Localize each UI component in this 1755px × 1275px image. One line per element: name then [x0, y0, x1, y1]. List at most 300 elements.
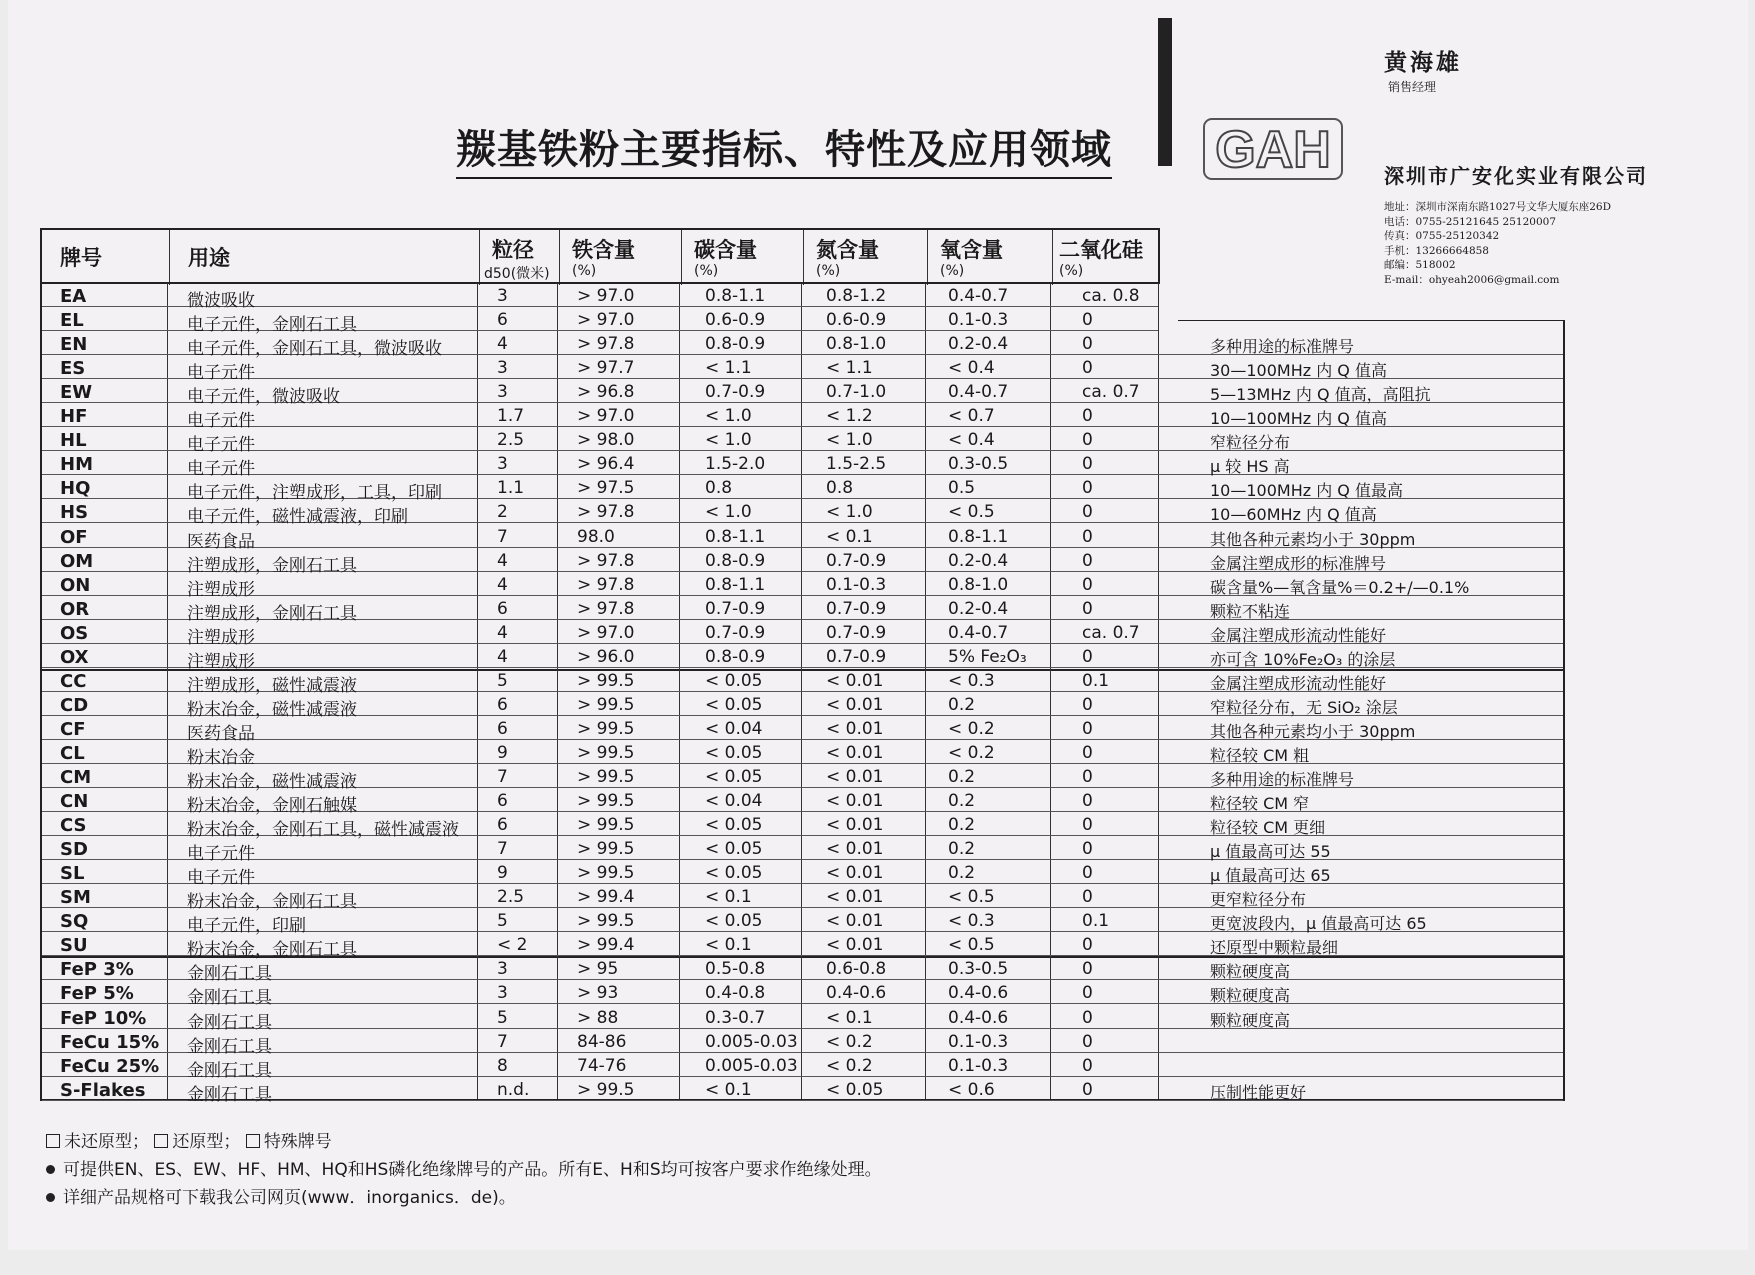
- header-si-label: 二氧化硅: [1059, 238, 1143, 262]
- checkbox-icon: [246, 1134, 260, 1148]
- cell-use: 电子元件，注塑成形，工具，印刷: [187, 483, 442, 504]
- header-n-unit: (%): [816, 263, 841, 279]
- cell-size: < 2: [497, 935, 528, 956]
- cell-c: 0.8-0.9: [705, 334, 766, 355]
- table-row: [42, 692, 1563, 720]
- cell-o: 0.2: [948, 767, 976, 787]
- cell-c: 0.005-0.03: [705, 1055, 798, 1076]
- contact-role: 销售经理: [1388, 80, 1437, 94]
- cell-o: 0.4-0.6: [948, 1007, 1009, 1028]
- fax: 传真：0755-25120342: [1384, 230, 1500, 242]
- cell-use: 医药食品: [187, 531, 255, 552]
- cell-use: 金刚石工具: [187, 1036, 272, 1057]
- cell-si: 0: [1082, 959, 1093, 980]
- cell-remark: 金属注塑成形的标准牌号: [1210, 553, 1387, 573]
- cell-size: 6: [497, 815, 508, 836]
- cell-code: SD: [60, 839, 88, 861]
- table-row: [42, 548, 1563, 576]
- cell-c: 0.8-1.1: [705, 286, 766, 306]
- cell-remark: 碳含量%—氧含量%＝0.2+/—0.1%: [1210, 577, 1470, 597]
- table-row: [42, 475, 1563, 504]
- table-row: [42, 1005, 1563, 1033]
- cell-code: SL: [60, 863, 85, 885]
- cell-code: OR: [60, 598, 90, 620]
- cell-fe: > 88: [577, 1007, 619, 1028]
- cell-o: 0.8-1.1: [948, 526, 1009, 547]
- cell-o: 0.2-0.4: [948, 598, 1009, 619]
- cell-o: 0.2-0.4: [948, 550, 1009, 571]
- cell-n: 1.5-2.5: [826, 454, 887, 475]
- table-row: [42, 1053, 1563, 1081]
- cell-o: 0.4-0.7: [948, 622, 1009, 643]
- cell-use: 电子元件: [187, 363, 255, 384]
- header-c: [681, 230, 803, 285]
- cell-remark: 其他各种元素均小于 30ppm: [1210, 721, 1416, 741]
- cell-o: 0.2: [948, 839, 976, 860]
- cell-o: < 0.6: [948, 1079, 995, 1100]
- cell-code: FeP 3%: [60, 959, 134, 981]
- cell-fe: > 99.5: [577, 694, 635, 715]
- header-size-unit: d50(微米): [484, 266, 550, 282]
- cell-size: 4: [497, 574, 508, 595]
- cell-fe: > 96.0: [577, 646, 635, 667]
- cell-size: 5: [497, 1007, 508, 1028]
- cell-size: 8: [497, 1055, 508, 1076]
- cell-code: ON: [60, 574, 91, 596]
- cell-code: CL: [60, 742, 85, 764]
- cell-si: 0: [1082, 718, 1093, 739]
- cell-n: < 0.01: [826, 791, 884, 812]
- company-name: 深圳市广安化实业有限公司: [1384, 164, 1648, 188]
- cell-c: 0.5-0.8: [705, 959, 766, 980]
- cell-c: < 0.05: [705, 742, 763, 763]
- email: E-mail：ohyeah2006@gmail.com: [1384, 273, 1560, 286]
- remark-column-top: [1178, 320, 1565, 321]
- cell-use: 注塑成形: [187, 579, 255, 600]
- cell-code: SM: [60, 887, 91, 909]
- address: 地址：深圳市深南东路1027号文华大厦东座26D: [1384, 201, 1612, 213]
- cell-c: < 1.1: [705, 358, 752, 379]
- cell-code: OS: [60, 622, 89, 644]
- cell-code: SQ: [60, 911, 89, 933]
- table-row: [42, 980, 1563, 1009]
- cell-size: 2: [497, 502, 508, 523]
- cell-code: S-Flakes: [60, 1079, 146, 1101]
- cell-n: 0.7-1.0: [826, 382, 887, 403]
- cell-fe: > 97.0: [577, 406, 635, 427]
- cell-size: 6: [497, 694, 508, 715]
- table-row: [42, 572, 1563, 600]
- cell-remark: μ 较 HS 高: [1210, 457, 1290, 477]
- cell-fe: > 97.0: [577, 310, 635, 331]
- contact-details: [1384, 200, 1611, 287]
- header-o: [927, 230, 1052, 285]
- cell-o: 0.2: [948, 863, 976, 884]
- cell-use: 粉末冶金，磁性减震液: [187, 772, 357, 792]
- cell-n: < 1.0: [826, 430, 873, 451]
- cell-c: 0.8-1.1: [705, 574, 766, 595]
- cell-use: 微波吸收: [187, 291, 255, 311]
- cell-c: < 1.0: [705, 502, 752, 523]
- cell-n: < 1.1: [826, 358, 873, 379]
- cell-use: 电子元件: [187, 435, 255, 456]
- cell-c: 0.7-0.9: [705, 622, 766, 643]
- cell-size: n.d.: [497, 1079, 530, 1100]
- cell-si: 0: [1082, 502, 1093, 523]
- cell-remark: 10—60MHz 内 Q 值高: [1210, 505, 1377, 525]
- cell-size: 4: [497, 550, 508, 571]
- cell-size: 5: [497, 670, 508, 691]
- cell-n: < 0.1: [826, 1007, 873, 1028]
- cell-remark: 更宽波段内，μ 值最高可达 65: [1210, 914, 1427, 934]
- cell-n: < 0.01: [826, 694, 884, 715]
- table-row: [42, 499, 1563, 528]
- table-row: [42, 740, 1563, 768]
- cell-code: EL: [60, 310, 84, 332]
- cell-o: < 0.3: [948, 670, 995, 691]
- cell-si: 0: [1082, 334, 1093, 355]
- header-c-label: 碳含量: [694, 238, 757, 262]
- table-row: [42, 1077, 1563, 1105]
- cell-code: CD: [60, 694, 89, 716]
- cell-code: FeCu 15%: [60, 1031, 160, 1053]
- cell-si: ca. 0.7: [1082, 622, 1140, 643]
- table-border-right: [1563, 320, 1565, 1101]
- cell-remark: 其他各种元素均小于 30ppm: [1210, 529, 1416, 549]
- cell-size: 1.1: [497, 478, 525, 499]
- phone: 电话：0755-25121645 25120007: [1384, 215, 1556, 228]
- cell-c: < 0.05: [705, 863, 763, 884]
- cell-remark: 多种用途的标准牌号: [1210, 770, 1355, 789]
- cell-n: 0.8-1.2: [826, 286, 887, 306]
- cell-si: 0: [1082, 694, 1093, 715]
- cell-remark: μ 值最高可达 65: [1210, 866, 1331, 886]
- bullet-icon: [46, 1165, 55, 1174]
- cell-si: 0: [1082, 742, 1093, 763]
- cell-code: HM: [60, 454, 93, 476]
- cell-o: < 0.3: [948, 911, 995, 932]
- header-si: [1052, 230, 1160, 285]
- cell-use: 医药食品: [187, 723, 255, 744]
- cell-remark: 更窄粒径分布: [1210, 890, 1307, 910]
- cell-n: < 1.2: [826, 406, 873, 427]
- cell-o: < 0.7: [948, 406, 995, 427]
- table-row: [42, 355, 1563, 384]
- cell-o: 0.1-0.3: [948, 1055, 1009, 1076]
- cell-c: 0.3-0.7: [705, 1007, 766, 1028]
- table-row: [42, 596, 1563, 624]
- cell-remark: 压制性能更好: [1210, 1082, 1307, 1102]
- cell-use: 金刚石工具: [187, 1060, 272, 1081]
- mobile: 手机：13266664858: [1384, 244, 1489, 257]
- cell-code: EA: [60, 286, 87, 307]
- cell-fe: > 99.5: [577, 863, 635, 884]
- cell-size: 3: [497, 358, 508, 379]
- cell-o: 0.2: [948, 694, 976, 715]
- header-use-label: 用途: [188, 246, 230, 270]
- cell-use: 粉末冶金，金刚石触媒: [187, 796, 357, 817]
- header-o-label: 氧含量: [940, 238, 1003, 262]
- table-row: [42, 427, 1563, 456]
- cell-c: < 0.1: [705, 1079, 752, 1100]
- cell-size: 9: [497, 742, 508, 763]
- cell-remark: 颗粒硬度高: [1210, 1010, 1291, 1030]
- cell-remark: 颗粒硬度高: [1210, 962, 1291, 982]
- table-row: [42, 716, 1563, 744]
- divider-bar: [1158, 18, 1172, 166]
- cell-size: 5: [497, 911, 508, 932]
- cell-code: EW: [60, 382, 93, 404]
- cell-fe: > 97.7: [577, 358, 635, 379]
- cell-c: < 0.1: [705, 935, 752, 956]
- cell-size: 4: [497, 334, 508, 355]
- cell-o: 0.2-0.4: [948, 334, 1009, 355]
- cell-o: < 0.2: [948, 742, 995, 763]
- cell-size: 4: [497, 622, 508, 643]
- cell-size: 2.5: [497, 887, 525, 908]
- cell-n: < 0.01: [826, 670, 884, 691]
- cell-n: 0.7-0.9: [826, 550, 887, 571]
- cell-use: 电子元件，印刷: [187, 916, 306, 937]
- cell-size: 6: [497, 718, 508, 739]
- cell-size: 3: [497, 959, 508, 980]
- table-row: [42, 283, 1158, 311]
- table-row: [42, 524, 1563, 552]
- cell-c: 0.7-0.9: [705, 598, 766, 619]
- header-n-label: 氮含量: [816, 238, 879, 262]
- cell-code: FeP 10%: [60, 1007, 147, 1029]
- table-row: [42, 644, 1563, 672]
- table-row: [42, 836, 1563, 865]
- header-code-label: 牌号: [60, 246, 102, 270]
- cell-si: 0: [1082, 1031, 1093, 1052]
- cell-remark: 亦可含 10%Fe₂O₃ 的涂层: [1210, 649, 1396, 669]
- cell-n: 0.7-0.9: [826, 622, 887, 643]
- cell-code: HF: [60, 406, 88, 428]
- cell-size: 1.7: [497, 406, 525, 427]
- cell-si: 0.1: [1082, 670, 1110, 691]
- document-sheet: [8, 0, 1748, 1250]
- cell-size: 7: [497, 526, 508, 547]
- cell-code: HL: [60, 430, 87, 452]
- cell-code: HS: [60, 502, 89, 524]
- cell-si: 0: [1082, 526, 1093, 547]
- cell-remark: 窄粒径分布: [1210, 433, 1291, 453]
- cell-si: ca. 0.8: [1082, 286, 1140, 306]
- cell-remark: 5—13MHz 内 Q 值高，高阻抗: [1210, 385, 1431, 405]
- logo-text: GAH: [1215, 121, 1331, 179]
- cell-n: 0.4-0.6: [826, 983, 887, 1004]
- cell-n: < 0.01: [826, 767, 884, 787]
- table-row: [42, 668, 1563, 696]
- cell-n: < 0.01: [826, 935, 884, 956]
- cell-code: HQ: [60, 478, 91, 500]
- cell-fe: > 99.5: [577, 1079, 635, 1100]
- legend-line: [46, 1128, 882, 1156]
- cell-si: 0: [1082, 935, 1093, 956]
- header-size-label: 粒径: [492, 238, 534, 262]
- table-row: [42, 860, 1563, 889]
- page-title: 羰基铁粉主要指标、特性及应用领域: [456, 118, 1112, 179]
- cell-size: 6: [497, 791, 508, 812]
- table-row: [42, 451, 1563, 480]
- table-row: [42, 307, 1158, 336]
- cell-o: < 0.4: [948, 430, 995, 451]
- table-row: [42, 812, 1563, 841]
- cell-size: 3: [497, 286, 508, 306]
- cell-si: 0: [1082, 478, 1093, 499]
- cell-c: 0.7-0.9: [705, 382, 766, 403]
- cell-si: 0: [1082, 1079, 1093, 1100]
- cell-n: 0.6-0.9: [826, 310, 887, 331]
- cell-remark: 还原型中颗粒最细: [1210, 938, 1339, 958]
- cell-si: 0: [1082, 358, 1093, 379]
- cell-n: < 0.01: [826, 839, 884, 860]
- cell-si: 0: [1082, 406, 1093, 427]
- cell-use: 电子元件: [187, 411, 255, 432]
- cell-size: 2.5: [497, 430, 525, 451]
- company-logo: [1203, 118, 1343, 180]
- cell-c: < 0.05: [705, 670, 763, 691]
- checkbox-icon: [46, 1134, 60, 1148]
- cell-fe: > 93: [577, 983, 619, 1004]
- cell-use: 注塑成形，磁性减震液: [187, 675, 357, 696]
- cell-fe: > 97.8: [577, 574, 635, 595]
- cell-n: < 0.01: [826, 815, 884, 836]
- cell-si: 0: [1082, 1055, 1093, 1076]
- cell-si: 0: [1082, 815, 1093, 836]
- cell-o: 0.8-1.0: [948, 574, 1009, 595]
- cell-si: 0: [1082, 983, 1093, 1004]
- cell-c: 0.005-0.03: [705, 1031, 798, 1052]
- cell-fe: > 98.0: [577, 430, 635, 451]
- header-n: [803, 230, 927, 285]
- cell-si: 0: [1082, 646, 1093, 667]
- cell-c: 0.4-0.8: [705, 983, 766, 1004]
- table-row: [42, 764, 1563, 792]
- cell-n: 0.8-1.0: [826, 334, 887, 355]
- cell-remark: 多种用途的标准牌号: [1210, 337, 1355, 357]
- cell-c: < 0.05: [705, 839, 763, 860]
- cell-si: 0: [1082, 863, 1093, 884]
- cell-size: 6: [497, 310, 508, 331]
- cell-size: 7: [497, 767, 508, 787]
- cell-fe: > 99.5: [577, 767, 635, 787]
- header-fe: [559, 230, 681, 285]
- cell-si: 0: [1082, 1007, 1093, 1028]
- cell-c: 1.5-2.0: [705, 454, 766, 475]
- cell-c: 0.8-0.9: [705, 550, 766, 571]
- contact-name: 黄海雄: [1384, 49, 1462, 76]
- cell-size: 6: [497, 598, 508, 619]
- cell-use: 注塑成形，金刚石工具: [187, 603, 357, 624]
- cell-fe: > 97.8: [577, 550, 635, 571]
- cell-code: CS: [60, 815, 87, 837]
- cell-code: CC: [60, 670, 87, 692]
- cell-code: OF: [60, 526, 88, 548]
- bullet-icon: [46, 1193, 55, 1202]
- cell-c: 0.8-1.1: [705, 526, 766, 547]
- cell-o: 0.1-0.3: [948, 310, 1009, 331]
- cell-use: 电子元件，微波吸收: [187, 387, 340, 408]
- cell-use: 粉末冶金，金刚石工具: [187, 940, 357, 961]
- cell-c: 0.6-0.9: [705, 310, 766, 331]
- table-row: [42, 1029, 1563, 1057]
- cell-use: 金刚石工具: [187, 1084, 272, 1105]
- cell-si: 0: [1082, 839, 1093, 860]
- cell-use: 粉末冶金，金刚石工具: [187, 892, 357, 913]
- cell-remark: 金属注塑成形流动性能好: [1210, 673, 1387, 693]
- header-o-unit: (%): [940, 263, 965, 279]
- cell-use: 粉末冶金: [187, 747, 255, 768]
- cell-fe: > 99.5: [577, 718, 635, 739]
- header-c-unit: (%): [694, 263, 719, 279]
- header-fe-label: 铁含量: [572, 238, 635, 262]
- cell-o: 0.4-0.7: [948, 382, 1009, 403]
- cell-size: 3: [497, 454, 508, 475]
- cell-n: < 0.01: [826, 863, 884, 884]
- cell-c: 0.8-0.9: [705, 646, 766, 667]
- cell-code: CN: [60, 791, 89, 813]
- cell-n: < 0.05: [826, 1079, 884, 1100]
- cell-code: CF: [60, 718, 86, 740]
- checkbox-icon: [154, 1134, 168, 1148]
- cell-code: FeP 5%: [60, 983, 134, 1005]
- postcode: 邮编：518002: [1384, 259, 1456, 271]
- legend-unreduced: 未还原型；: [64, 1132, 149, 1152]
- table-header: [40, 228, 1160, 283]
- cell-si: 0: [1082, 598, 1093, 619]
- table-row: [42, 884, 1563, 913]
- cell-n: < 0.2: [826, 1055, 873, 1076]
- header-code: [42, 230, 169, 285]
- cell-c: < 0.05: [705, 694, 763, 715]
- cell-size: 9: [497, 863, 508, 884]
- notes: [46, 1128, 882, 1212]
- cell-size: 7: [497, 1031, 508, 1052]
- cell-use: 电子元件: [187, 459, 255, 480]
- cell-o: 0.1-0.3: [948, 1031, 1009, 1052]
- legend-special: 特殊牌号: [263, 1132, 332, 1152]
- cell-n: 0.7-0.9: [826, 646, 887, 667]
- table-row: [42, 788, 1563, 817]
- cell-fe: > 99.5: [577, 670, 635, 691]
- table-row: [42, 956, 1563, 985]
- cell-fe: > 99.5: [577, 742, 635, 763]
- cell-fe: > 97.5: [577, 478, 635, 499]
- cell-si: 0: [1082, 550, 1093, 571]
- cell-si: 0.1: [1082, 911, 1110, 932]
- cell-fe: > 99.5: [577, 791, 635, 812]
- cell-size: 7: [497, 839, 508, 860]
- note-line-2: [46, 1184, 882, 1212]
- note-2-text: 详细产品规格可下载我公司网页(www．inorganics．de)。: [63, 1188, 516, 1208]
- cell-remark: 金属注塑成形流动性能好: [1210, 625, 1387, 645]
- cell-n: 0.6-0.8: [826, 959, 887, 980]
- cell-c: < 1.0: [705, 430, 752, 451]
- cell-fe: > 96.8: [577, 382, 635, 403]
- cell-o: 0.4-0.6: [948, 983, 1009, 1004]
- cell-use: 金刚石工具: [187, 1012, 272, 1033]
- note-line-1: [46, 1156, 882, 1184]
- cell-use: 注塑成形，金刚石工具: [187, 555, 357, 576]
- note-1-text: 可提供EN、ES、EW、HF、HM、HQ和HS磷化绝缘牌号的产品。所有E、H和S均可按客户要求作绝缘处理。: [63, 1160, 882, 1180]
- cell-c: 0.8: [705, 478, 733, 499]
- cell-remark: 粒径较 CM 更细: [1210, 818, 1326, 838]
- table-row: [42, 908, 1563, 937]
- cell-use: 注塑成形: [187, 651, 255, 672]
- cell-remark: 10—100MHz 内 Q 值最高: [1210, 481, 1403, 501]
